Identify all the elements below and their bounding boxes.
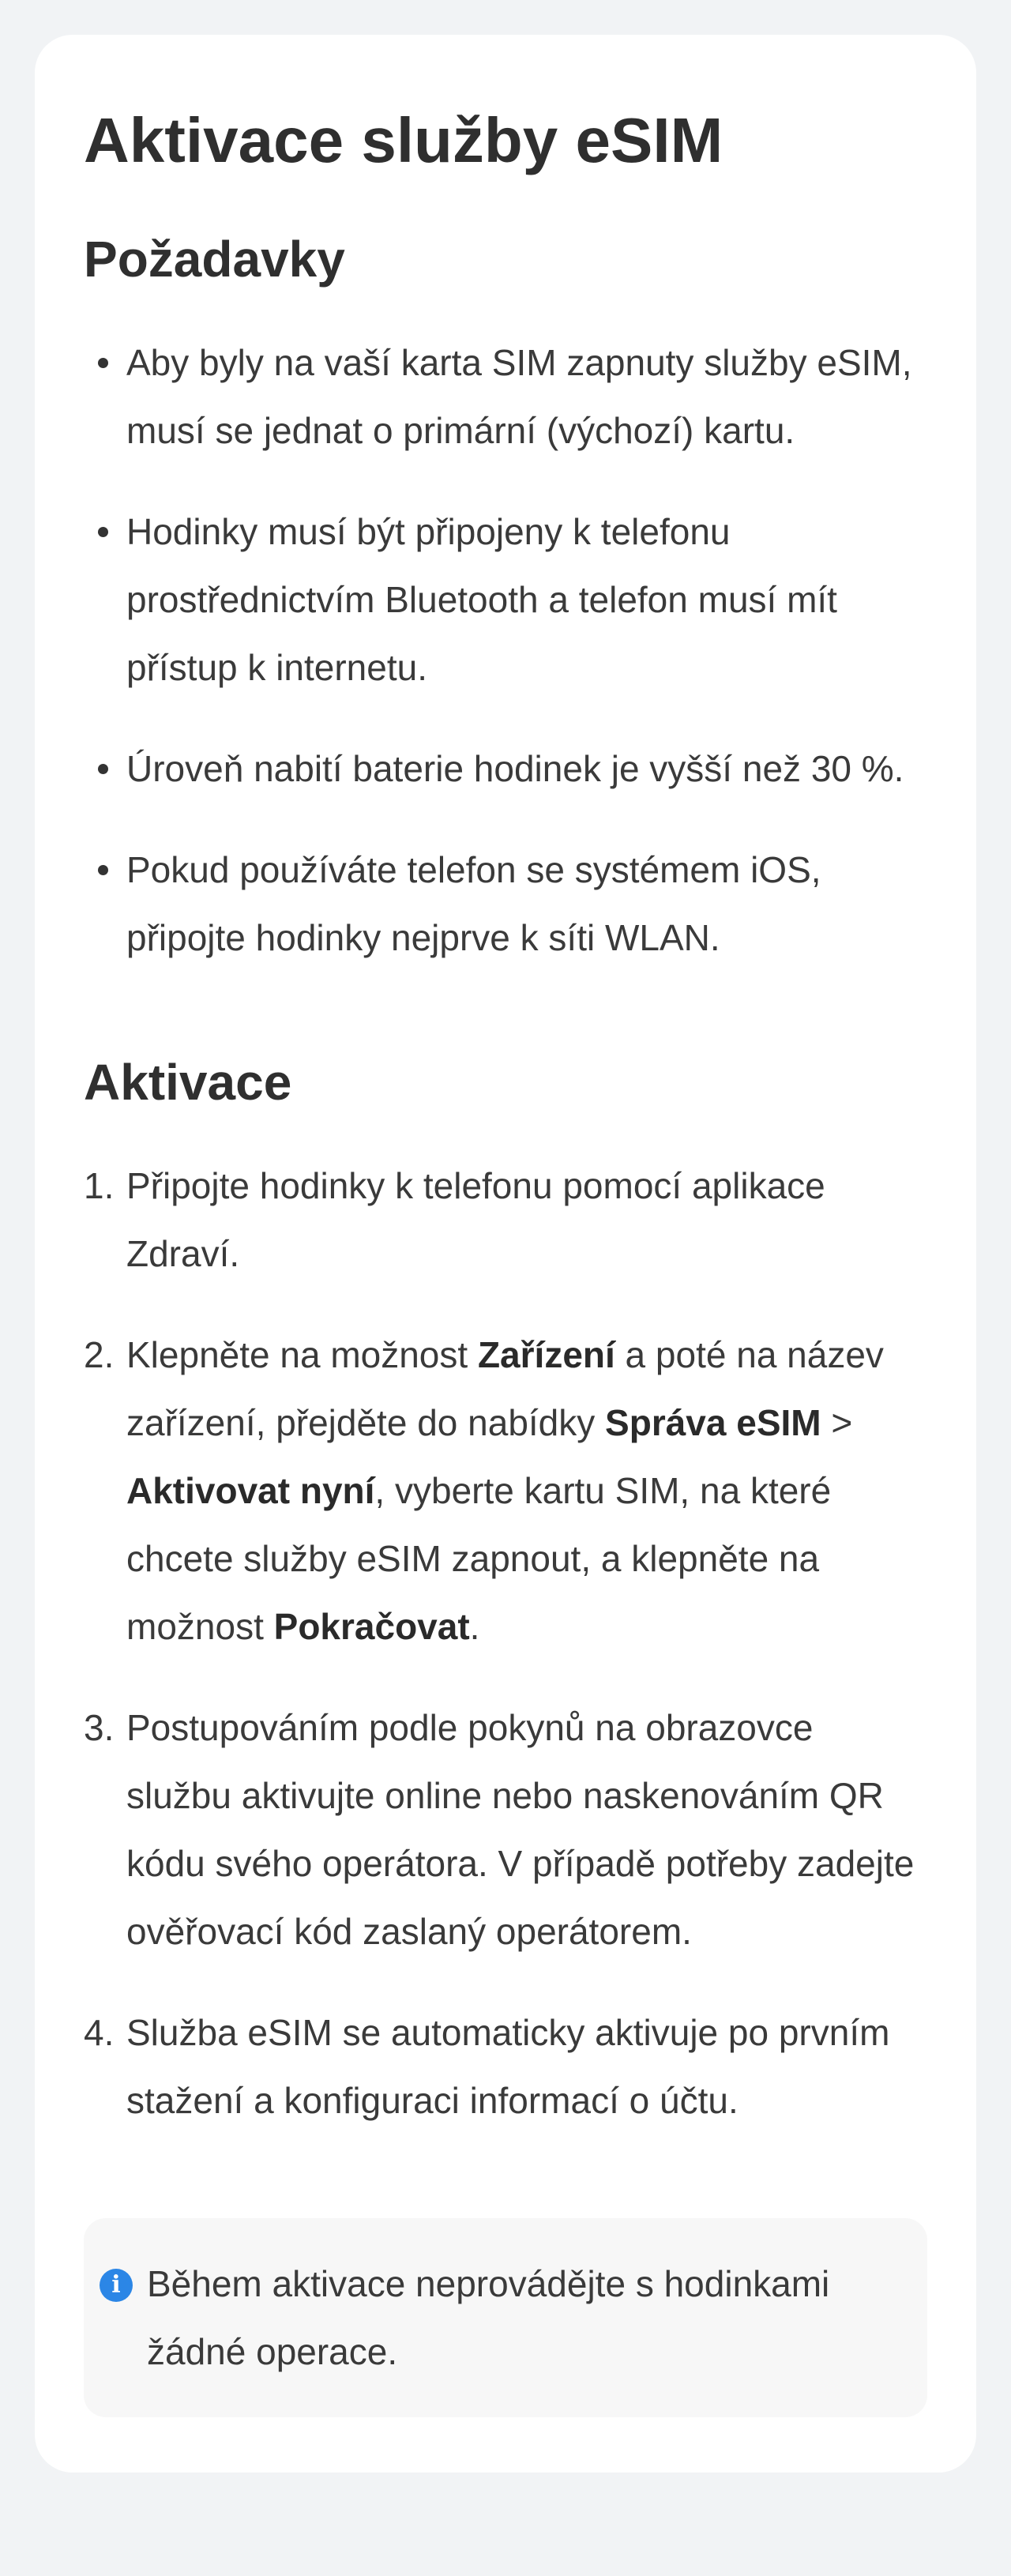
step-number: 1. xyxy=(84,1165,115,1206)
activation-step xyxy=(84,1152,927,1288)
note-text: Během aktivace neprovádějte s hodinkami žádné operace. xyxy=(147,2263,830,2372)
step-text: Postupováním podle pokynů na obrazovce službu aktivujte online nebo naskenováním QR kódu svého operátora. V případě potřeby zadejte ověřovací kód zaslaný operátorem. xyxy=(126,1707,915,1952)
step-text: Klepněte na možnost xyxy=(126,1334,478,1375)
requirements-heading: Požadavky xyxy=(84,231,345,288)
page-title: Aktivace služby eSIM xyxy=(84,105,723,175)
step-number: 3. xyxy=(84,1707,115,1748)
activation-step xyxy=(84,1321,927,1660)
requirement-item: Pokud používáte telefon se systémem iOS, připojte hodinky nejprve k síti WLAN. xyxy=(84,836,927,972)
step-number: 2. xyxy=(84,1334,115,1375)
menu-term-devices: Zařízení xyxy=(477,1334,615,1375)
activation-step xyxy=(84,1694,927,1965)
step-text: , vyberte kartu SIM, na které chcete služby eSIM zapnout, a klepněte na možnost xyxy=(126,1470,832,1647)
step-text: a poté na název zařízení, přejděte do nabídky xyxy=(126,1334,884,1443)
activation-steps xyxy=(84,1152,927,2134)
menu-term-activate-now: Aktivovat nyní xyxy=(126,1470,375,1511)
step-text: Služba eSIM se automaticky aktivuje po prvním stažení a konfiguraci informací o účtu. xyxy=(126,2012,890,2121)
requirement-item: Aby byly na vaší karta SIM zapnuty služby eSIM, musí se jednat o primární (výchozí) kartu. xyxy=(84,329,927,464)
step-number: 4. xyxy=(84,2012,115,2053)
info-icon: i xyxy=(100,2269,133,2302)
requirement-item: Úroveň nabití baterie hodinek je vyšší než 30 %. xyxy=(84,735,927,803)
content-card xyxy=(35,35,976,2473)
requirements-list xyxy=(84,329,927,972)
step-text: > xyxy=(821,1402,853,1443)
activation-heading: Aktivace xyxy=(84,1054,292,1111)
activation-step xyxy=(84,1999,927,2134)
menu-term-esim-management: Správa eSIM xyxy=(605,1402,821,1443)
step-text: . xyxy=(469,1606,480,1647)
step-text: Připojte hodinky k telefonu pomocí aplikace Zdraví. xyxy=(126,1165,825,1274)
requirement-item: Hodinky musí být připojeny k telefonu prostřednictvím Bluetooth a telefon musí mít přístup k internetu. xyxy=(84,498,927,701)
menu-term-continue: Pokračovat xyxy=(273,1606,470,1647)
note-box xyxy=(84,2218,927,2417)
